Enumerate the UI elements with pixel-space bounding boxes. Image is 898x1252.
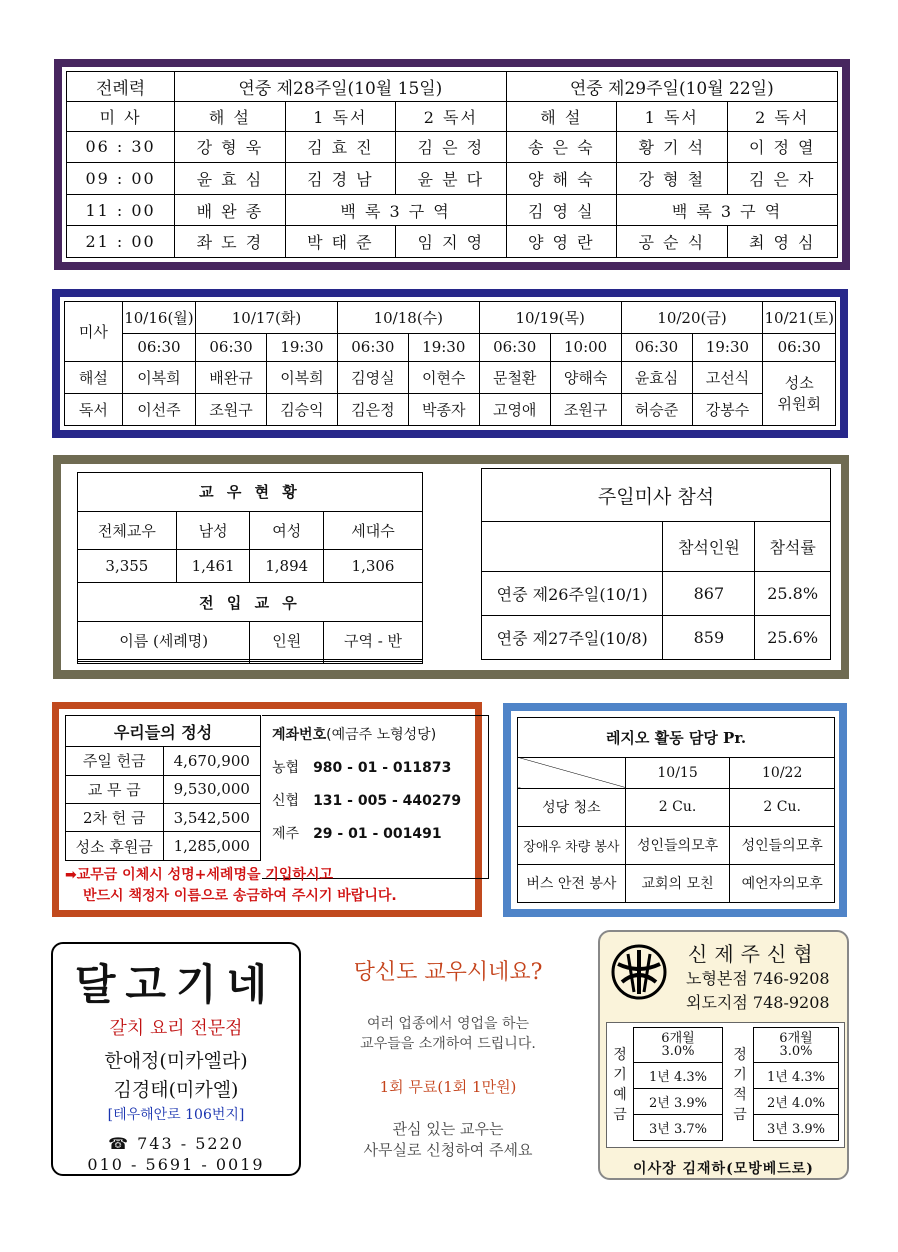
weekday-roster-frame (52, 289, 848, 438)
promo-title: 당신도 교우시네요? (353, 960, 543, 985)
table-row (67, 226, 838, 258)
rates-panel (606, 1022, 845, 1148)
offering-label: 2차 헌 금 (66, 804, 164, 832)
name-cell: 배 완 종 (175, 194, 285, 226)
week-label: 연중 제26주일(10/1) (482, 572, 663, 616)
offering-value: 4,670,900 (163, 747, 261, 775)
name-cell: 이복희 (122, 361, 195, 393)
name-cell: 공 순 식 (617, 226, 727, 258)
mass-label: 미사 (65, 302, 123, 362)
col-reading2: 2 독서 (396, 101, 506, 131)
table-row (66, 804, 261, 832)
rate-cell: 1년 4.3% (754, 1063, 839, 1089)
duty-value: 성인들의모후 (730, 826, 835, 864)
name-cell: 양해숙 (550, 361, 621, 393)
attendance-header: 참석인원 (663, 522, 755, 572)
table-row (518, 864, 835, 902)
name-cell: 이 정 열 (727, 131, 838, 163)
account-row: 제주 29 - 01 - 001491 (272, 826, 442, 842)
table-row (66, 832, 261, 861)
rate-cell: 3년 3.7% (634, 1115, 723, 1141)
duty-label: 성당 청소 (518, 788, 626, 826)
name-cell: 문철환 (479, 361, 550, 393)
deposit-label: 정기예금 (613, 1047, 627, 1123)
duty-value: 교회의 모친 (625, 864, 730, 902)
table-row (518, 788, 835, 826)
restaurant-phone: ☎ 743 - 5220 (108, 1134, 244, 1153)
restaurant-name: 달고기네 (74, 960, 278, 1009)
table-row (67, 131, 838, 163)
rate-cell: 1년 4.3% (634, 1063, 723, 1089)
col-reading2: 2 독서 (727, 101, 838, 131)
time-cell: 19:30 (266, 334, 337, 362)
stats-frame (53, 455, 849, 679)
saturday-duty-line1: 성소 (784, 374, 814, 393)
name-cell: 박 태 준 (285, 226, 395, 258)
date-header: 10/15 (625, 757, 730, 788)
sunday-roster-frame (54, 59, 850, 270)
credit-union-name: 신제주신협 (688, 942, 820, 966)
week-label: 연중 제27주일(10/8) (482, 616, 663, 660)
legio-table (517, 717, 835, 903)
promo-apply: 관심 있는 교우는 사무실로 신청하여 주세요 (363, 1120, 533, 1159)
savings-label: 정기적금 (733, 1047, 747, 1123)
parish-stats-table (77, 472, 423, 664)
credit-union-ad (598, 930, 849, 1180)
stat-value: 1,894 (250, 550, 324, 583)
member-promo (318, 955, 578, 1175)
name-cell: 황 기 석 (617, 131, 727, 163)
mass-time: 09 : 00 (67, 163, 175, 195)
table-row (518, 826, 835, 864)
duty-value: 2 Cu. (730, 788, 835, 826)
attendance-count: 859 (663, 616, 755, 660)
name-cell: 조원구 (196, 393, 267, 425)
restaurant-tagline: 갈치 요리 전문점 (109, 1018, 243, 1039)
date-header: 10/22 (730, 757, 835, 788)
saturday-duty-line2: 위원회 (777, 395, 821, 414)
name-cell: 김 은 자 (727, 163, 838, 195)
duty-value: 2 Cu. (625, 788, 730, 826)
reading-label: 독서 (65, 393, 123, 425)
account-row: 농협 980 - 01 - 011873 (272, 760, 452, 776)
day-header: 10/16(월) (122, 302, 195, 334)
restaurant-mobile: 010 - 5691 - 0019 (87, 1155, 265, 1174)
stat-value: 3,355 (78, 550, 177, 583)
attendance-count: 867 (663, 572, 755, 616)
name-cell: 고영애 (479, 393, 550, 425)
offering-frame (52, 702, 482, 917)
account-holder: (예금주 노형성당) (326, 727, 437, 743)
table-row (66, 775, 261, 803)
stat-value: 1,306 (324, 550, 423, 583)
name-cell: 고선식 (692, 361, 763, 393)
time-cell: 10:00 (550, 334, 621, 362)
name-cell: 배완규 (196, 361, 267, 393)
table-row (67, 194, 838, 226)
sunday-roster-table (66, 71, 838, 258)
offering-table (65, 715, 261, 861)
name-cell: 좌 도 경 (175, 226, 285, 258)
attendance-header: 참석률 (755, 522, 831, 572)
name-cell: 이현수 (408, 361, 479, 393)
col-haeseol: 해 설 (506, 101, 616, 131)
newcomer-header: 인원 (250, 621, 324, 660)
promo-text: 여러 업종에서 영업을 하는 교우들을 소개하여 드립니다. (360, 1016, 536, 1052)
branch-phone: 노형본점 746-9208 (686, 969, 830, 988)
name-cell: 윤효심 (621, 361, 692, 393)
duty-value: 성인들의모후 (625, 826, 730, 864)
time-cell: 06:30 (621, 334, 692, 362)
account-title: 계좌번호 (272, 727, 327, 743)
time-cell: 06:30 (479, 334, 550, 362)
time-cell: 19:30 (692, 334, 763, 362)
mass-label: 미 사 (67, 101, 175, 131)
week1-title: 연중 제28주일(10월 15일) (175, 72, 506, 102)
offering-label: 성소 후원금 (66, 832, 164, 861)
saturday-duty (763, 361, 836, 425)
col-haeseol: 해 설 (175, 101, 285, 131)
offering-label: 교 무 금 (66, 775, 164, 803)
attendance-table (481, 468, 831, 660)
table-row (65, 393, 836, 425)
chairman: 이사장 김재하(모방베드로) (633, 1161, 814, 1177)
attendance-rate: 25.8% (755, 572, 831, 616)
name-cell: 강 형 욱 (175, 131, 285, 163)
account-info (262, 715, 489, 879)
newcomer-header: 구역 - 반 (324, 621, 423, 660)
table-row (65, 361, 836, 393)
name-cell: 강 형 철 (617, 163, 727, 195)
day-header: 10/17(화) (196, 302, 338, 334)
table-row (67, 163, 838, 195)
name-cell: 윤 분 다 (396, 163, 506, 195)
duty-value: 예언자의모후 (730, 864, 835, 902)
name-cell: 김 은 정 (396, 131, 506, 163)
restaurant-address: [테우해안로 106번지] (107, 1107, 245, 1123)
transfer-note: ➡교무금 이체시 성명+세례명을 기입하시고 반드시 책정자 이름으로 송금하여 주시기 바랍니다. (65, 867, 397, 904)
haeseol-label: 해설 (65, 361, 123, 393)
name-cell: 김은정 (337, 393, 408, 425)
name-cell: 양 해 숙 (506, 163, 616, 195)
table-row (78, 662, 423, 664)
name-cell: 김승익 (266, 393, 337, 425)
group-cell: 백 록 3 구 역 (285, 194, 506, 226)
table-row (482, 616, 831, 660)
table-row (482, 572, 831, 616)
name-cell: 이복희 (266, 361, 337, 393)
parish-stats-title: 교 우 현 황 (78, 473, 423, 512)
owner-name: 김경태(미카엘) (113, 1079, 239, 1101)
day-header: 10/19(목) (479, 302, 621, 334)
stat-header: 남성 (176, 511, 250, 550)
time-cell: 06:30 (337, 334, 408, 362)
table-row (66, 747, 261, 775)
name-cell: 김 경 남 (285, 163, 395, 195)
time-cell: 06:30 (763, 334, 836, 362)
branch-phone: 외도지점 748-9208 (686, 993, 830, 1012)
day-header: 10/18(수) (337, 302, 479, 334)
offering-value: 9,530,000 (163, 775, 261, 803)
name-cell: 임 지 영 (396, 226, 506, 258)
offering-value: 1,285,000 (163, 832, 261, 861)
name-cell: 김 효 진 (285, 131, 395, 163)
day-header: 10/21(토) (763, 302, 836, 334)
time-cell: 06:30 (196, 334, 267, 362)
offering-title: 우리들의 정성 (66, 716, 261, 747)
name-cell: 송 은 숙 (506, 131, 616, 163)
name-cell: 조원구 (550, 393, 621, 425)
diagonal-cell (518, 757, 626, 788)
savings-rates: 6개월 3.0% 1년 4.3% 2년 4.0% 3년 3.9% (753, 1027, 839, 1141)
attendance-rate: 25.6% (755, 616, 831, 660)
deposit-rates: 6개월 3.0% 1년 4.3% 2년 3.9% 3년 3.7% (633, 1027, 723, 1141)
rate-cell: 2년 4.0% (754, 1089, 839, 1115)
name-cell: 윤 효 심 (175, 163, 285, 195)
time-cell: 19:30 (408, 334, 479, 362)
corner-label: 전례력 (67, 72, 175, 102)
name-cell: 김 영 실 (506, 194, 616, 226)
stat-value: 1,461 (176, 550, 250, 583)
name-cell: 양 영 란 (506, 226, 616, 258)
mass-time: 11 : 00 (67, 194, 175, 226)
rate-cell: 2년 3.9% (634, 1089, 723, 1115)
col-reading1: 1 독서 (285, 101, 395, 131)
mass-time: 06 : 30 (67, 131, 175, 163)
name-cell: 김영실 (337, 361, 408, 393)
day-header: 10/20(금) (621, 302, 763, 334)
weekday-roster-table (64, 301, 836, 426)
name-cell: 허승준 (621, 393, 692, 425)
offering-label: 주일 헌금 (66, 747, 164, 775)
stat-header: 여성 (250, 511, 324, 550)
stat-header: 전체교우 (78, 511, 177, 550)
newcomer-header: 이름 (세례명) (78, 621, 250, 660)
name-cell: 이선주 (122, 393, 195, 425)
group-cell: 백 록 3 구 역 (617, 194, 838, 226)
duty-label: 장애우 차량 봉사 (518, 826, 626, 864)
rate-cell: 3년 3.9% (754, 1115, 839, 1141)
week2-title: 연중 제29주일(10월 22일) (506, 72, 837, 102)
duty-label: 버스 안전 봉사 (518, 864, 626, 902)
name-cell: 강봉수 (692, 393, 763, 425)
attendance-title: 주일미사 참석 (482, 469, 831, 522)
account-row: 신협 131 - 005 - 440279 (272, 793, 462, 809)
stat-header: 세대수 (324, 511, 423, 550)
credit-union-logo-icon (610, 942, 668, 1002)
restaurant-ad (51, 942, 301, 1176)
newcomer-title: 전 입 교 우 (78, 583, 423, 622)
col-reading1: 1 독서 (617, 101, 727, 131)
time-cell: 06:30 (122, 334, 195, 362)
legio-title: 레지오 활동 담당 Pr. (518, 718, 835, 758)
promo-price: 1회 무료(1회 1만원) (379, 1078, 517, 1096)
name-cell: 최 영 심 (727, 226, 838, 258)
mass-time: 21 : 00 (67, 226, 175, 258)
offering-value: 3,542,500 (163, 804, 261, 832)
owner-name: 한애정(미카엘라) (104, 1050, 248, 1072)
legio-frame (503, 703, 847, 917)
name-cell: 박종자 (408, 393, 479, 425)
